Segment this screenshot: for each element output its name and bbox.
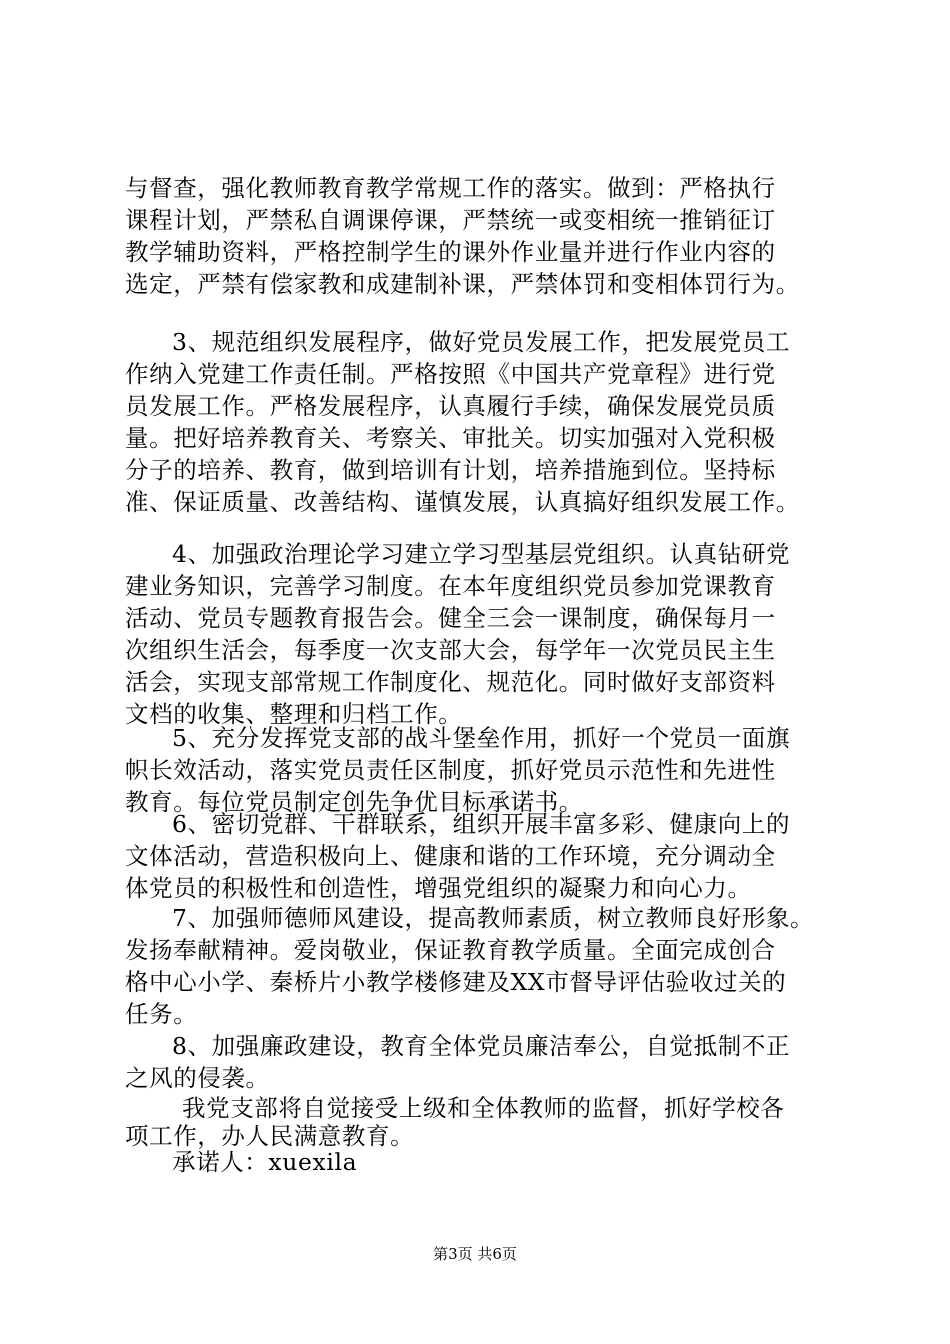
paragraph-line: 5、充分发挥党支部的战斗堡垒作用，抓好一个党员一面旗 <box>172 724 791 752</box>
paragraph-line: 文体活动，营造积极向上、健康和谐的工作环境，充分调动全 <box>125 842 776 870</box>
paragraph-line: 发扬奉献精神。爱岗敬业，保证教育教学质量。全面完成创合 <box>125 936 776 964</box>
paragraph-line: 体党员的积极性和创造性，增强党组织的凝聚力和向心力。 <box>125 874 752 902</box>
paragraph-line: 格中心小学、秦桥片小教学楼修建及XX市督导评估验收过关的 <box>125 968 787 996</box>
paragraph-line: 7、加强师德师风建设，提高教师素质，树立教师良好形象。 <box>172 904 815 932</box>
paragraph-line: 分子的培养、教育，做到培训有计划，培养措施到位。坚持标 <box>125 456 776 484</box>
paragraph-line: 8、加强廉政建设，教育全体党员廉洁奉公，自觉抵制不正 <box>172 1032 791 1060</box>
paragraph-line: 课程计划，严禁私自调课停课，严禁统一或变相统一推销征订 <box>125 206 776 234</box>
paragraph-line: 活会，实现支部常规工作制度化、规范化。同时做好支部资料 <box>125 668 776 696</box>
paragraph-line: 选定，严禁有偿家教和成建制补课，严禁体罚和变相体罚行为。 <box>125 270 800 298</box>
paragraph-line: 作纳入党建工作责任制。严格按照《中国共产党章程》进行党 <box>125 360 776 388</box>
page-number-footer: 第3页 共6页 <box>433 1245 517 1263</box>
paragraph-line: 6、密切党群、干群联系，组织开展丰富多彩、健康向上的 <box>172 810 791 838</box>
paragraph-line: 教育。每位党员制定创先争优目标承诺书。 <box>125 788 583 816</box>
paragraph-line: 建业务知识，完善学习制度。在本年度组织党员参加党课教育 <box>125 572 776 600</box>
paragraph-line: 4、加强政治理论学习建立学习型基层党组织。认真钻研党 <box>172 540 791 568</box>
paragraph-line: 员发展工作。严格发展程序，认真履行手续，确保发展党员质 <box>125 392 776 420</box>
paragraph-line: 任务。 <box>125 1000 198 1028</box>
paragraph-line: 活动、党员专题教育报告会。健全三会一课制度，确保每月一 <box>125 604 776 632</box>
paragraph-line: 我党支部将自觉接受上级和全体教师的监督，抓好学校各 <box>182 1094 785 1122</box>
paragraph-line: 次组织生活会，每季度一次支部大会，每学年一次党员民主生 <box>125 636 776 664</box>
paragraph-line: 教学辅助资料，严格控制学生的课外作业量并进行作业内容的 <box>125 238 776 266</box>
paragraph-line: 量。把好培养教育关、考察关、审批关。切实加强对入党积极 <box>125 424 776 452</box>
paragraph-line: 文档的收集、整理和归档工作。 <box>125 700 463 728</box>
paragraph-line: 之风的侵袭。 <box>125 1064 270 1092</box>
paragraph-line: 项工作，办人民满意教育。 <box>125 1122 415 1150</box>
paragraph-line: 准、保证质量、改善结构、谨慎发展，认真搞好组织发展工作。 <box>125 488 800 516</box>
paragraph-line: 帜长效活动，落实党员责任区制度，抓好党员示范性和先进性 <box>125 756 776 784</box>
paragraph-line: 3、规范组织发展程序，做好党员发展工作，把发展党员工 <box>172 328 791 356</box>
signature-line: 承诺人：xuexila <box>172 1148 358 1176</box>
paragraph-line: 与督查，强化教师教育教学常规工作的落实。做到：严格执行 <box>125 174 776 202</box>
